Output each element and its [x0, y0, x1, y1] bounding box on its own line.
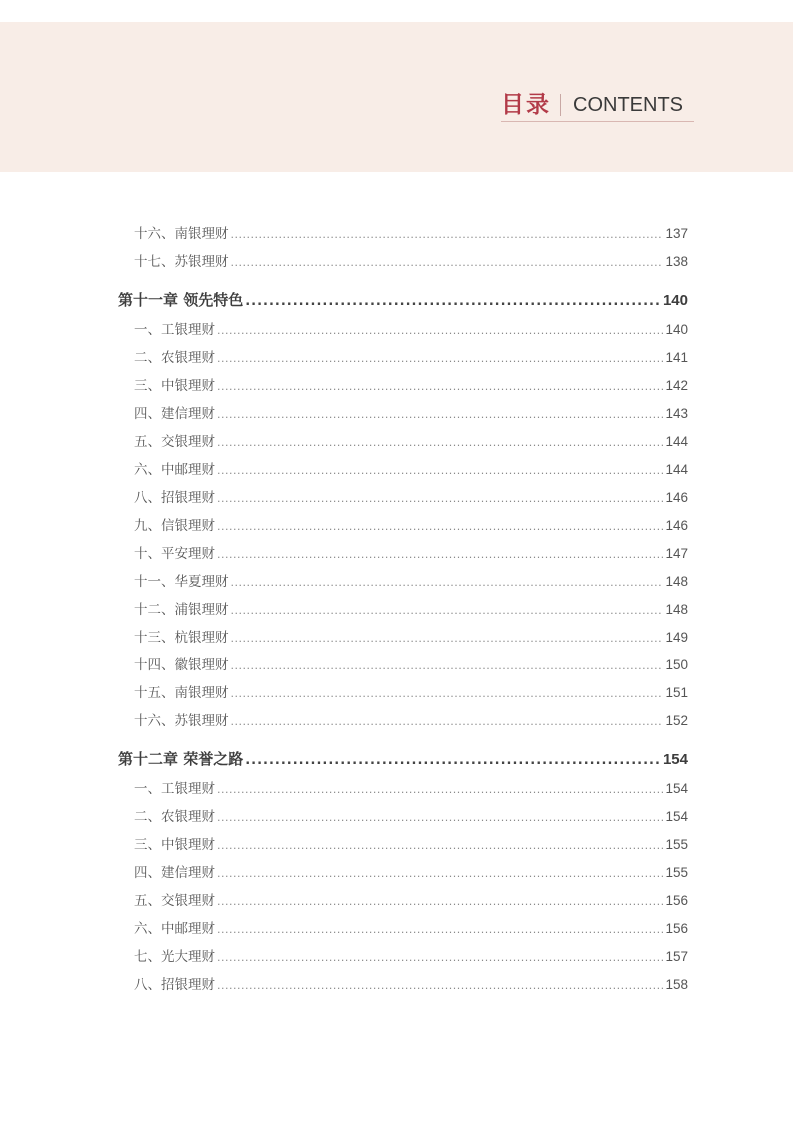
toc-entry[interactable] — [134, 709, 688, 729]
dot-leader — [217, 490, 663, 506]
toc-entry-label: 四、建信理财 — [134, 406, 215, 422]
toc-entry-label: 十一、华夏理财 — [134, 574, 229, 590]
toc-entry-page: 156 — [665, 921, 688, 936]
toc-entry-page: 151 — [665, 685, 688, 700]
dot-leader — [231, 657, 664, 673]
title-chinese: 目录 — [501, 92, 551, 118]
toc-entry-page: 147 — [665, 546, 688, 561]
toc-entry-label: 四、建信理财 — [134, 865, 215, 881]
dot-leader — [217, 322, 663, 338]
toc-entry[interactable] — [134, 458, 688, 478]
dot-leader — [231, 574, 664, 590]
toc-entry-label: 六、中邮理财 — [134, 921, 215, 937]
toc-entry-label: 十四、徽银理财 — [134, 657, 229, 673]
toc-entry[interactable] — [134, 973, 688, 993]
dot-leader — [217, 781, 663, 797]
toc-entry-page: 144 — [665, 434, 688, 449]
dot-leader — [231, 685, 664, 701]
toc-entry[interactable] — [134, 250, 688, 270]
dot-leader — [245, 750, 661, 768]
toc-entry-label: 二、农银理财 — [134, 350, 215, 366]
toc-entry[interactable] — [134, 805, 688, 825]
title-divider — [560, 94, 561, 116]
toc-entry[interactable] — [134, 222, 688, 242]
toc-entry-page: 155 — [665, 837, 688, 852]
toc-entry-label: 十七、苏银理财 — [134, 254, 229, 270]
toc-entry[interactable] — [134, 833, 688, 853]
title-english: CONTENTS — [573, 94, 683, 116]
dot-leader — [217, 921, 663, 937]
chapter-page: 140 — [662, 292, 688, 309]
toc-entry-label: 二、农银理财 — [134, 809, 215, 825]
toc-entry-label: 十三、杭银理财 — [134, 630, 229, 646]
toc-entry[interactable] — [134, 889, 688, 909]
toc-entry-page: 142 — [665, 378, 688, 393]
toc-entry-label: 十二、浦银理财 — [134, 602, 229, 618]
toc-entry-page: 138 — [665, 254, 688, 269]
toc-entry-label: 十、平安理财 — [134, 546, 215, 562]
toc-entry-page: 146 — [665, 518, 688, 533]
toc-entry[interactable] — [134, 430, 688, 450]
toc-entry[interactable] — [134, 570, 688, 590]
dot-leader — [217, 546, 663, 562]
toc-entry-page: 154 — [665, 781, 688, 796]
toc-entry[interactable] — [134, 318, 688, 338]
toc-entry-label: 七、光大理财 — [134, 949, 215, 965]
toc-entry[interactable] — [134, 514, 688, 534]
toc-entry-label: 十六、南银理财 — [134, 226, 229, 242]
dot-leader — [217, 865, 663, 881]
dot-leader — [231, 226, 664, 242]
toc-entry-page: 143 — [665, 406, 688, 421]
toc-entry-label: 九、信银理财 — [134, 518, 215, 534]
toc-entry-page: 148 — [665, 602, 688, 617]
toc-entry[interactable] — [134, 374, 688, 394]
toc-entry-label: 三、中银理财 — [134, 378, 215, 394]
toc-entry-page: 146 — [665, 490, 688, 505]
toc-entry[interactable] — [134, 346, 688, 366]
dot-leader — [231, 602, 664, 618]
toc-entry-page: 137 — [665, 226, 688, 241]
toc-entry-page: 155 — [665, 865, 688, 880]
dot-leader — [217, 406, 663, 422]
toc-entry-label: 八、招银理财 — [134, 490, 215, 506]
toc-entry-page: 158 — [665, 977, 688, 992]
dot-leader — [217, 434, 663, 450]
toc-entry-page: 149 — [665, 630, 688, 645]
toc-entry-page: 156 — [665, 893, 688, 908]
page-title — [501, 91, 683, 119]
toc-entry[interactable] — [134, 486, 688, 506]
toc-entry[interactable] — [134, 861, 688, 881]
toc-entry-page: 157 — [665, 949, 688, 964]
toc-entry-label: 六、中邮理财 — [134, 462, 215, 478]
toc-entry[interactable] — [134, 626, 688, 646]
dot-leader — [231, 254, 664, 270]
toc-entry-label: 三、中银理财 — [134, 837, 215, 853]
toc-entry-page: 140 — [665, 322, 688, 337]
dot-leader — [217, 350, 663, 366]
toc-entry[interactable] — [134, 542, 688, 562]
dot-leader — [231, 630, 664, 646]
toc-entry[interactable] — [134, 681, 688, 701]
dot-leader — [231, 713, 664, 729]
toc-entry-label: 五、交银理财 — [134, 434, 215, 450]
toc-entry[interactable] — [134, 402, 688, 422]
chapter-label: 第十一章 领先特色 — [118, 291, 244, 309]
dot-leader — [217, 949, 663, 965]
toc-entry[interactable] — [134, 945, 688, 965]
toc-entry-page: 154 — [665, 809, 688, 824]
toc-chapter-11[interactable] — [118, 289, 688, 310]
toc-entry-page: 141 — [665, 350, 688, 365]
toc-entry[interactable] — [134, 653, 688, 673]
toc-entry-label: 五、交银理财 — [134, 893, 215, 909]
dot-leader — [217, 893, 663, 909]
toc-entry-page: 152 — [665, 713, 688, 728]
toc-entry-page: 150 — [665, 657, 688, 672]
dot-leader — [217, 518, 663, 534]
chapter-label: 第十二章 荣誉之路 — [118, 750, 244, 768]
toc-entry[interactable] — [134, 598, 688, 618]
dot-leader — [217, 837, 663, 853]
dot-leader — [217, 378, 663, 394]
toc-entry[interactable] — [134, 777, 688, 797]
toc-entry-page: 144 — [665, 462, 688, 477]
chapter-page: 154 — [662, 751, 688, 768]
title-underline — [501, 121, 694, 122]
toc-entry-label: 一、工银理财 — [134, 781, 215, 797]
toc-entry-label: 八、招银理财 — [134, 977, 215, 993]
toc-entry-label: 十五、南银理财 — [134, 685, 229, 701]
dot-leader — [217, 977, 663, 993]
toc-chapter-12[interactable] — [118, 748, 688, 769]
dot-leader — [217, 462, 663, 478]
dot-leader — [217, 809, 663, 825]
toc-entry-label: 十六、苏银理财 — [134, 713, 229, 729]
toc-entry-page: 148 — [665, 574, 688, 589]
toc-entry-label: 一、工银理财 — [134, 322, 215, 338]
toc-entry[interactable] — [134, 917, 688, 937]
dot-leader — [245, 291, 661, 309]
